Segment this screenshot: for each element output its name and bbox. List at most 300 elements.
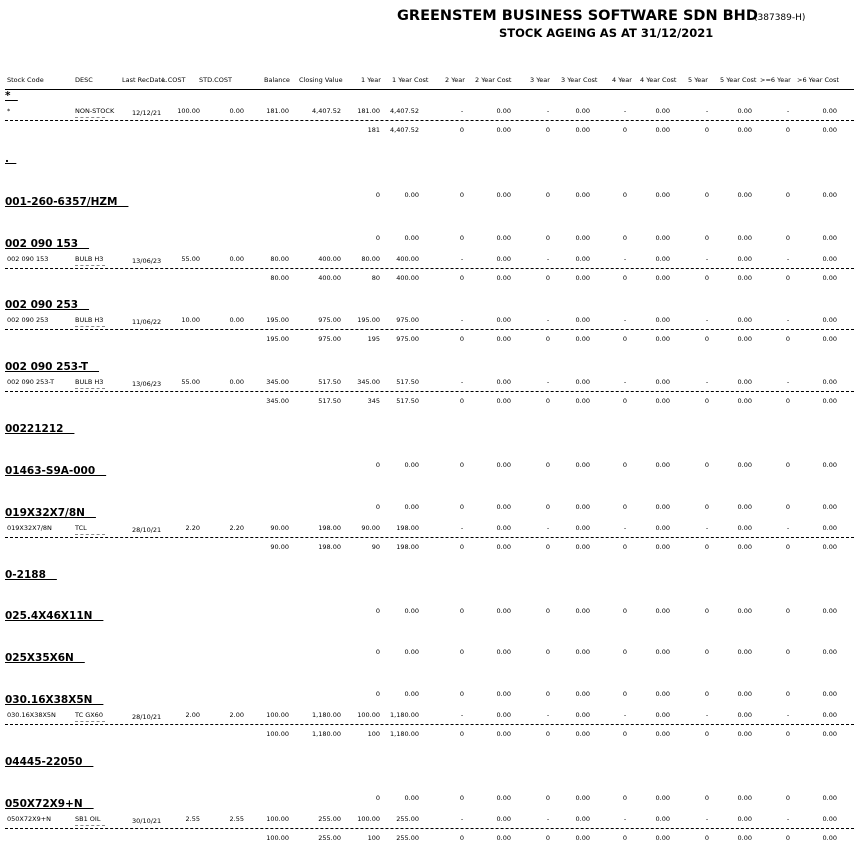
- detail-stdcost: 2.20: [229, 524, 244, 532]
- total-y6: 0: [785, 648, 791, 656]
- total-y6: 0: [785, 274, 791, 282]
- total-y6c: 0.00: [822, 191, 837, 199]
- detail-y4c: 0.00: [655, 378, 670, 386]
- total-y5c: 0.00: [737, 274, 752, 282]
- total-y6c: 0.00: [822, 461, 837, 469]
- detail-last-rec-date: 28/10/21: [132, 526, 162, 534]
- total-y3: 0: [545, 461, 551, 469]
- detail-stdcost: 2.00: [229, 711, 244, 719]
- total-y2: 0: [459, 648, 465, 656]
- detail-y1: 345.00: [357, 378, 380, 386]
- total-y4: 0: [622, 648, 628, 656]
- stock-group-code: 025.4X46X11N: [5, 610, 104, 622]
- total-y1c: 0.00: [404, 234, 419, 242]
- detail-cv: 517.50: [318, 378, 341, 386]
- detail-y3c: 0.00: [575, 378, 590, 386]
- stock-group-code: *: [5, 90, 18, 102]
- total-y6c: 0.00: [822, 397, 837, 405]
- detail-y3c: 0.00: [575, 316, 590, 324]
- detail-bal: 100.00: [266, 815, 289, 823]
- detail-desc: BULB H3: [75, 255, 104, 263]
- total-cv: 198.00: [318, 543, 341, 551]
- column-header: DESC: [75, 76, 93, 84]
- column-header: 4 Year Cost: [640, 76, 677, 84]
- total-y1: 0: [375, 690, 380, 698]
- total-y1c: 255.00: [396, 834, 419, 842]
- detail-y4: -: [623, 815, 627, 823]
- detail-y6c: 0.00: [822, 524, 837, 532]
- total-y4c: 0.00: [655, 730, 670, 738]
- detail-y6: -: [786, 378, 790, 386]
- total-y4c: 0.00: [655, 397, 670, 405]
- total-y3: 0: [545, 543, 551, 551]
- total-y2c: 0.00: [496, 794, 511, 802]
- total-y6c: 0.00: [822, 794, 837, 802]
- total-y6: 0: [785, 503, 791, 511]
- detail-y2: -: [460, 316, 464, 324]
- total-y4: 0: [622, 834, 628, 842]
- detail-y1: 181.00: [357, 107, 380, 115]
- total-y6: 0: [785, 607, 791, 615]
- total-y3c: 0.00: [575, 461, 590, 469]
- stock-group-code: 002 090 253-T: [5, 361, 100, 373]
- column-header: STD.COST: [199, 76, 232, 84]
- stock-group-code: 050X72X9+N: [5, 798, 94, 810]
- total-y4: 0: [622, 461, 628, 469]
- detail-stock-code: 030.16X38X5N: [7, 711, 56, 719]
- detail-y2c: 0.00: [496, 711, 511, 719]
- total-y3c: 0.00: [575, 794, 590, 802]
- total-y1c: 4,407.52: [390, 126, 419, 134]
- total-y3: 0: [545, 690, 551, 698]
- total-y2: 0: [459, 543, 465, 551]
- group-divider: [5, 828, 854, 829]
- total-y5: 0: [704, 794, 710, 802]
- detail-y1: 90.00: [361, 524, 380, 532]
- detail-y6: -: [786, 316, 790, 324]
- detail-y2c: 0.00: [496, 107, 511, 115]
- detail-lcost: 2.20: [185, 524, 200, 532]
- detail-y1: 100.00: [357, 815, 380, 823]
- total-bal: 195.00: [266, 335, 289, 343]
- detail-cv: 1,180.00: [312, 711, 341, 719]
- total-y5: 0: [704, 690, 710, 698]
- detail-y4: -: [623, 255, 627, 263]
- detail-desc: TC GX60: [75, 711, 103, 719]
- detail-y4c: 0.00: [655, 255, 670, 263]
- total-y5c: 0.00: [737, 234, 752, 242]
- total-y1: 90: [371, 543, 380, 551]
- detail-y6: -: [786, 524, 790, 532]
- detail-y6c: 0.00: [822, 316, 837, 324]
- total-y6: 0: [785, 834, 791, 842]
- total-y3c: 0.00: [575, 690, 590, 698]
- detail-y1: 195.00: [357, 316, 380, 324]
- detail-y2: -: [460, 711, 464, 719]
- total-y5: 0: [704, 543, 710, 551]
- total-y1: 0: [375, 794, 380, 802]
- detail-y2c: 0.00: [496, 815, 511, 823]
- total-y4: 0: [622, 690, 628, 698]
- column-header: L.COST: [162, 76, 186, 84]
- total-y4: 0: [622, 274, 628, 282]
- total-y2: 0: [459, 834, 465, 842]
- total-y3: 0: [545, 234, 551, 242]
- total-y4: 0: [622, 730, 628, 738]
- detail-stdcost: 0.00: [229, 107, 244, 115]
- group-divider: [5, 120, 854, 121]
- detail-cv: 198.00: [318, 524, 341, 532]
- detail-y6c: 0.00: [822, 815, 837, 823]
- total-y4c: 0.00: [655, 461, 670, 469]
- total-y6: 0: [785, 794, 791, 802]
- detail-y4c: 0.00: [655, 815, 670, 823]
- column-header: 4 Year: [612, 76, 632, 84]
- total-y1c: 517.50: [396, 397, 419, 405]
- total-y4: 0: [622, 335, 628, 343]
- total-y5: 0: [704, 730, 710, 738]
- detail-bal: 80.00: [270, 255, 289, 263]
- total-y1: 195: [367, 335, 380, 343]
- total-y4c: 0.00: [655, 794, 670, 802]
- total-cv: 517.50: [318, 397, 341, 405]
- total-y4c: 0.00: [655, 503, 670, 511]
- detail-y4c: 0.00: [655, 316, 670, 324]
- detail-stock-code: 002 090 253: [7, 316, 49, 324]
- total-y5c: 0.00: [737, 607, 752, 615]
- detail-y4c: 0.00: [655, 107, 670, 115]
- total-y2: 0: [459, 397, 465, 405]
- total-y1: 0: [375, 191, 380, 199]
- detail-stock-code: 050X72X9+N: [7, 815, 52, 823]
- total-y5c: 0.00: [737, 461, 752, 469]
- detail-desc: NON-STOCK: [75, 107, 115, 115]
- detail-y4: -: [623, 711, 627, 719]
- total-y1: 100: [367, 730, 380, 738]
- total-y5: 0: [704, 234, 710, 242]
- total-y6c: 0.00: [822, 648, 837, 656]
- detail-y5c: 0.00: [737, 107, 752, 115]
- detail-cv: 975.00: [318, 316, 341, 324]
- stock-group-code: 030.16X38X5N: [5, 694, 104, 706]
- total-y5c: 0.00: [737, 794, 752, 802]
- total-y1: 0: [375, 503, 380, 511]
- total-y5c: 0.00: [737, 690, 752, 698]
- detail-y3: -: [546, 255, 550, 263]
- total-y2: 0: [459, 126, 465, 134]
- detail-y4: -: [623, 107, 627, 115]
- total-y6c: 0.00: [822, 274, 837, 282]
- detail-y6: -: [786, 107, 790, 115]
- total-y5: 0: [704, 191, 710, 199]
- detail-y2: -: [460, 815, 464, 823]
- column-header: Balance: [264, 76, 290, 84]
- total-y6: 0: [785, 335, 791, 343]
- total-y2c: 0.00: [496, 335, 511, 343]
- stock-group-code: 002 090 153: [5, 238, 90, 250]
- total-y4c: 0.00: [655, 834, 670, 842]
- total-y3c: 0.00: [575, 648, 590, 656]
- detail-bal: 100.00: [266, 711, 289, 719]
- column-header: 3 Year Cost: [561, 76, 598, 84]
- total-y2: 0: [459, 234, 465, 242]
- total-y1: 0: [375, 607, 380, 615]
- stock-group-code: 01463-S9A-000: [5, 465, 107, 477]
- stock-group-code: 025X35X6N: [5, 652, 85, 664]
- total-y1: 80: [371, 274, 380, 282]
- total-cv: 975.00: [318, 335, 341, 343]
- total-y4c: 0.00: [655, 191, 670, 199]
- total-y2c: 0.00: [496, 543, 511, 551]
- stock-group-code: 0-2188: [5, 569, 57, 581]
- detail-cv: 255.00: [318, 815, 341, 823]
- total-y1: 181: [367, 126, 380, 134]
- total-y1c: 0.00: [404, 794, 419, 802]
- total-y4: 0: [622, 234, 628, 242]
- total-y4: 0: [622, 126, 628, 134]
- detail-y2: -: [460, 378, 464, 386]
- total-y3c: 0.00: [575, 191, 590, 199]
- total-y2c: 0.00: [496, 648, 511, 656]
- total-y6c: 0.00: [822, 690, 837, 698]
- total-y5c: 0.00: [737, 730, 752, 738]
- detail-y3c: 0.00: [575, 255, 590, 263]
- total-y4c: 0.00: [655, 607, 670, 615]
- detail-y3c: 0.00: [575, 711, 590, 719]
- total-y4c: 0.00: [655, 274, 670, 282]
- total-y6c: 0.00: [822, 335, 837, 343]
- total-y3c: 0.00: [575, 274, 590, 282]
- detail-y5: -: [705, 711, 709, 719]
- total-y2: 0: [459, 335, 465, 343]
- detail-y6c: 0.00: [822, 378, 837, 386]
- detail-stdcost: 0.00: [229, 255, 244, 263]
- total-y6: 0: [785, 191, 791, 199]
- total-y2: 0: [459, 191, 465, 199]
- total-y2: 0: [459, 690, 465, 698]
- detail-y4: -: [623, 378, 627, 386]
- detail-y1: 80.00: [361, 255, 380, 263]
- detail-y5: -: [705, 107, 709, 115]
- total-y6: 0: [785, 126, 791, 134]
- total-y2c: 0.00: [496, 461, 511, 469]
- detail-y2: -: [460, 107, 464, 115]
- total-y6: 0: [785, 690, 791, 698]
- total-y1c: 975.00: [396, 335, 419, 343]
- total-y3: 0: [545, 834, 551, 842]
- detail-y5c: 0.00: [737, 524, 752, 532]
- total-y5c: 0.00: [737, 503, 752, 511]
- report-title: STOCK AGEING AS AT 31/12/2021: [499, 26, 714, 40]
- total-y3c: 0.00: [575, 543, 590, 551]
- total-bal: 100.00: [266, 834, 289, 842]
- total-y5c: 0.00: [737, 834, 752, 842]
- total-y5: 0: [704, 461, 710, 469]
- column-header: Stock Code: [7, 76, 44, 84]
- total-y6: 0: [785, 234, 791, 242]
- total-y1c: 198.00: [396, 543, 419, 551]
- total-y5c: 0.00: [737, 648, 752, 656]
- total-y1c: 0.00: [404, 461, 419, 469]
- header-divider: [5, 89, 854, 90]
- total-y5c: 0.00: [737, 191, 752, 199]
- total-y2: 0: [459, 503, 465, 511]
- total-y4: 0: [622, 794, 628, 802]
- total-y4: 0: [622, 543, 628, 551]
- total-y6: 0: [785, 397, 791, 405]
- detail-y4c: 0.00: [655, 524, 670, 532]
- total-y2c: 0.00: [496, 274, 511, 282]
- detail-lcost: 2.00: [185, 711, 200, 719]
- total-y3: 0: [545, 335, 551, 343]
- detail-y5: -: [705, 815, 709, 823]
- detail-bal: 195.00: [266, 316, 289, 324]
- total-bal: 100.00: [266, 730, 289, 738]
- detail-y1c: 517.50: [396, 378, 419, 386]
- detail-y5: -: [705, 316, 709, 324]
- total-y1c: 1,180.00: [390, 730, 419, 738]
- total-y3: 0: [545, 126, 551, 134]
- detail-stock-code: *: [7, 107, 11, 115]
- total-y6c: 0.00: [822, 503, 837, 511]
- total-y2c: 0.00: [496, 397, 511, 405]
- total-y3: 0: [545, 648, 551, 656]
- total-y1: 0: [375, 234, 380, 242]
- detail-y2: -: [460, 255, 464, 263]
- detail-desc: TCL: [75, 524, 87, 532]
- total-y1c: 0.00: [404, 191, 419, 199]
- detail-y1c: 400.00: [396, 255, 419, 263]
- total-y3: 0: [545, 503, 551, 511]
- detail-cv: 4,407.52: [312, 107, 341, 115]
- total-bal: 90.00: [270, 543, 289, 551]
- column-header: >=6 Year: [760, 76, 791, 84]
- total-y2c: 0.00: [496, 234, 511, 242]
- detail-last-rec-date: 13/06/23: [132, 257, 162, 265]
- total-y4c: 0.00: [655, 126, 670, 134]
- total-y3: 0: [545, 730, 551, 738]
- detail-y1: 100.00: [357, 711, 380, 719]
- detail-desc: BULB H3: [75, 316, 104, 324]
- registration-number: (387389-H): [754, 13, 806, 23]
- total-y5: 0: [704, 335, 710, 343]
- total-y1: 0: [375, 648, 380, 656]
- stock-group-code: 002 090 253: [5, 299, 90, 311]
- detail-y1c: 255.00: [396, 815, 419, 823]
- stock-group-code: 019X32X7/8N: [5, 507, 96, 519]
- total-y2c: 0.00: [496, 191, 511, 199]
- detail-y5: -: [705, 524, 709, 532]
- total-y6c: 0.00: [822, 126, 837, 134]
- total-y5: 0: [704, 274, 710, 282]
- detail-last-rec-date: 11/06/22: [132, 318, 162, 326]
- total-y6: 0: [785, 730, 791, 738]
- total-y1c: 0.00: [404, 503, 419, 511]
- group-divider: [5, 391, 854, 392]
- detail-y1c: 1,180.00: [390, 711, 419, 719]
- column-header: Last RecDate: [122, 76, 165, 84]
- detail-y2c: 0.00: [496, 255, 511, 263]
- total-y2c: 0.00: [496, 690, 511, 698]
- group-divider: [5, 724, 854, 725]
- detail-y6c: 0.00: [822, 711, 837, 719]
- detail-lcost: 10.00: [181, 316, 200, 324]
- total-y3c: 0.00: [575, 335, 590, 343]
- column-header: 1 Year: [361, 76, 381, 84]
- total-bal: 345.00: [266, 397, 289, 405]
- total-y6: 0: [785, 461, 791, 469]
- stock-group-code: .: [5, 153, 17, 165]
- detail-y3: -: [546, 524, 550, 532]
- total-y3c: 0.00: [575, 397, 590, 405]
- total-y5: 0: [704, 607, 710, 615]
- total-y5: 0: [704, 834, 710, 842]
- detail-y1c: 975.00: [396, 316, 419, 324]
- detail-y6: -: [786, 255, 790, 263]
- total-y1c: 0.00: [404, 690, 419, 698]
- detail-bal: 345.00: [266, 378, 289, 386]
- detail-y3: -: [546, 815, 550, 823]
- column-header: 3 Year: [530, 76, 550, 84]
- total-y2: 0: [459, 274, 465, 282]
- desc-underline: [75, 721, 105, 722]
- total-y3c: 0.00: [575, 503, 590, 511]
- detail-y3c: 0.00: [575, 524, 590, 532]
- detail-stock-code: 002 090 253-T: [7, 378, 55, 386]
- total-y1: 100: [367, 834, 380, 842]
- detail-y6: -: [786, 711, 790, 719]
- detail-cv: 400.00: [318, 255, 341, 263]
- total-y3: 0: [545, 397, 551, 405]
- detail-lcost: 100.00: [177, 107, 200, 115]
- desc-underline: [75, 117, 105, 118]
- total-y5c: 0.00: [737, 335, 752, 343]
- total-y5: 0: [704, 648, 710, 656]
- total-y3: 0: [545, 794, 551, 802]
- desc-underline: [75, 265, 105, 266]
- desc-underline: [75, 326, 105, 327]
- total-y4c: 0.00: [655, 690, 670, 698]
- total-y1c: 0.00: [404, 607, 419, 615]
- detail-bal: 181.00: [266, 107, 289, 115]
- column-header: 1 Year Cost: [392, 76, 429, 84]
- detail-y4: -: [623, 524, 627, 532]
- detail-last-rec-date: 12/12/21: [132, 109, 162, 117]
- total-y2c: 0.00: [496, 834, 511, 842]
- column-header: 2 Year: [445, 76, 465, 84]
- total-y3: 0: [545, 607, 551, 615]
- detail-desc: SB1 OIL: [75, 815, 101, 823]
- column-header: 5 Year: [688, 76, 708, 84]
- total-y5c: 0.00: [737, 126, 752, 134]
- detail-y5: -: [705, 378, 709, 386]
- detail-y6: -: [786, 815, 790, 823]
- detail-lcost: 55.00: [181, 378, 200, 386]
- total-y5: 0: [704, 503, 710, 511]
- detail-y5c: 0.00: [737, 815, 752, 823]
- detail-stdcost: 2.55: [229, 815, 244, 823]
- total-y5c: 0.00: [737, 397, 752, 405]
- total-y6c: 0.00: [822, 607, 837, 615]
- detail-y2c: 0.00: [496, 316, 511, 324]
- detail-last-rec-date: 13/06/23: [132, 380, 162, 388]
- total-y3: 0: [545, 274, 551, 282]
- detail-desc: BULB H3: [75, 378, 104, 386]
- detail-stock-code: 002 090 153: [7, 255, 49, 263]
- total-y3c: 0.00: [575, 834, 590, 842]
- detail-stdcost: 0.00: [229, 316, 244, 324]
- column-header: 5 Year Cost: [720, 76, 757, 84]
